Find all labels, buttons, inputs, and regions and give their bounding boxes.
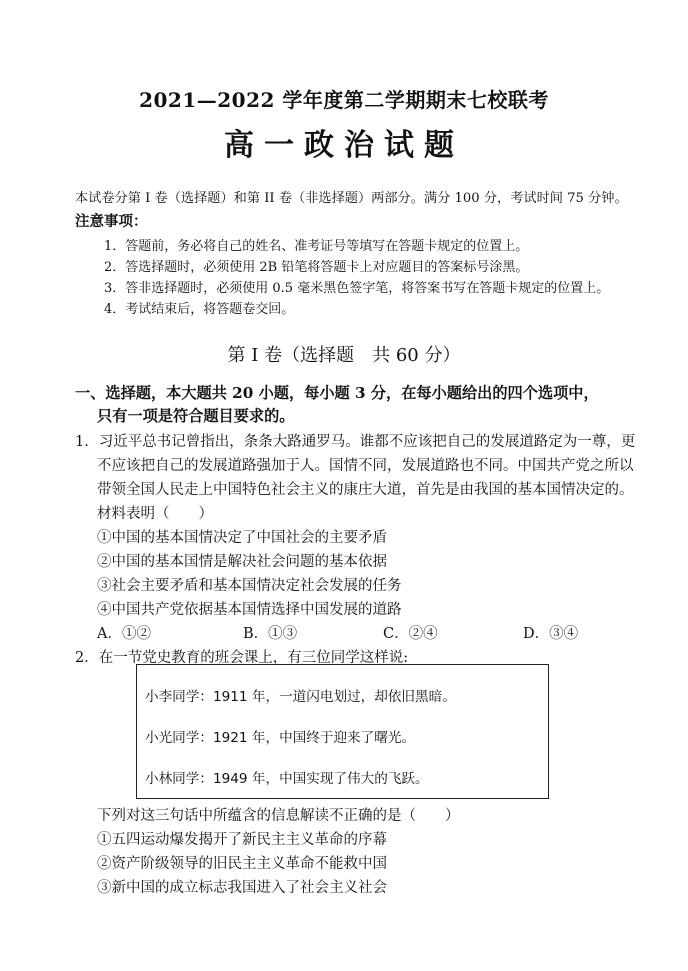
- note-item: 3．答非选择题时，必须使用 0.5 毫米黑色签字笔，将答案书写在答题卡规定的位置上。: [104, 281, 610, 296]
- q2-statement: ②资产阶级领导的旧民主主义革命不能救中国: [97, 856, 387, 872]
- note-item: 2．答选择题时，必须使用 2B 铅笔将答题卡上对应题目的答案标号涂黑。: [104, 260, 529, 275]
- q1-option-a: A．①②: [97, 626, 151, 642]
- q1-stem-line: 1．习近平总书记曾指出，条条大路通罗马。谁都不应该把自己的发展道路定为一尊，更: [75, 434, 636, 450]
- part-one-instruction-cont: 只有一项是符合题目要求的。: [97, 407, 295, 425]
- q1-stem-line: 材料表明（ ）: [97, 506, 213, 522]
- q1-stem-line: 不应该把自己的发展道路强加于人。国情不同，发展道路也不同。中国共产党之所以: [97, 458, 634, 474]
- exam-subject-title: 高一政治试题: [224, 128, 464, 163]
- q1-statement: ④中国共产党依据基本国情选择中国发展的道路: [97, 602, 402, 618]
- q2-quote: 小李同学：1911 年，一道闪电划过，却依旧黑暗。: [145, 689, 456, 705]
- note-item: 1．答题前，务必将自己的姓名、准考证号等填写在答题卡规定的位置上。: [104, 239, 529, 254]
- q1-option-b: B．①③: [243, 626, 298, 642]
- q2-quote: 小光同学：1921 年，中国终于迎来了曙光。: [145, 730, 416, 746]
- q2-quote: 小林同学：1949 年，中国实现了伟大的飞跃。: [145, 771, 429, 787]
- q2-quote-box: [136, 664, 549, 799]
- q2-question: 下列对这三句话中所蕴含的信息解读不正确的是（ ）: [97, 808, 460, 824]
- q2-statement: ③新中国的成立标志我国进入了社会主义社会: [97, 880, 387, 896]
- q1-statement: ②中国的基本国情是解决社会问题的基本依据: [97, 554, 387, 570]
- section-title: 第 I 卷（选择题 共 60 分）: [227, 345, 461, 366]
- q1-option-c: C．②④: [383, 626, 438, 642]
- notes-heading: 注意事项：: [75, 213, 148, 230]
- q1-option-d: D．③④: [523, 626, 579, 642]
- q2-stem: 2．在一节党史教育的班会课上，有三位同学这样说:: [75, 650, 409, 666]
- q1-statement: ①中国的基本国情决定了中国社会的主要矛盾: [97, 530, 387, 546]
- q1-stem-line: 带领全国人民走上中国特色社会主义的康庄大道，首先是由我国的基本国情决定的。: [97, 482, 634, 498]
- part-one-instruction: 一、选择题，本大题共 20 小题，每小题 3 分，在每小题给出的四个选项中，: [75, 384, 599, 402]
- q2-statement: ①五四运动爆发揭开了新民主主义革命的序幕: [97, 832, 387, 848]
- q1-statement: ③社会主要矛盾和基本国情决定社会发展的任务: [97, 578, 402, 594]
- exam-intro: 本试卷分第 I 卷（选择题）和第 II 卷（非选择题）两部分。满分 100 分，考试时间 75 分钟。: [75, 191, 628, 206]
- exam-title: 2021—2022 学年度第二学期期末七校联考: [139, 88, 549, 112]
- note-item: 4．考试结束后，将答题卷交回。: [104, 302, 295, 317]
